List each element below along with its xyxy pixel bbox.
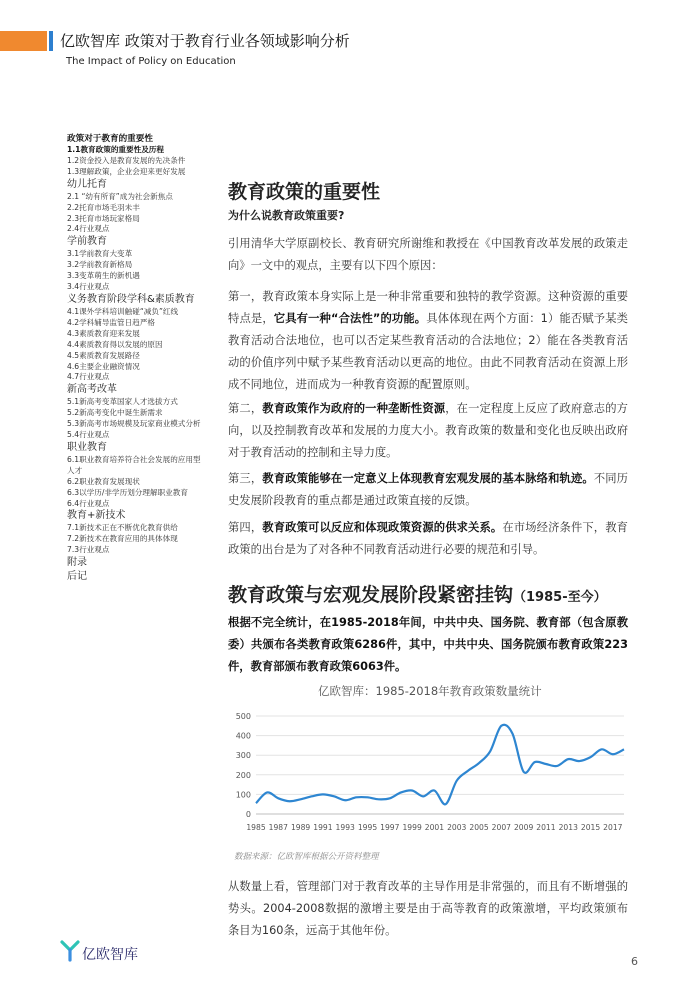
toc-item[interactable]: 2.4行业观点	[67, 224, 110, 234]
x-tick-label: 1997	[380, 823, 400, 832]
y-tick-label: 200	[235, 770, 251, 780]
section-heading-importance: 教育政策的重要性	[228, 181, 381, 203]
chart-source-note: 数据来源：亿欧智库根据公开资料整理	[234, 852, 379, 862]
toc-item[interactable]: 5.3新高考市场规模及玩家商业模式分析	[67, 419, 201, 429]
toc-item[interactable]: 1.2资金投入是教育发展的先决条件	[67, 155, 186, 165]
toc-item[interactable]: 6.4行业观点	[67, 498, 110, 508]
toc-item[interactable]: 政策对于教育的重要性	[67, 134, 153, 144]
toc-item[interactable]: 7.1新技术正在不断优化教育供给	[67, 523, 178, 533]
toc-item[interactable]: 4.1课外学科培训触碰“减负”红线	[67, 306, 179, 316]
toc-chapter[interactable]: 后记	[67, 571, 87, 583]
table-of-contents	[67, 133, 205, 584]
x-tick-label: 2011	[536, 823, 556, 832]
conclusion-paragraph: 从数量上看，管理部门对于教育改革的主导作用是非常强的，而且有不断增强的势头。2004-2008数据的激增主要是由于高等教育的政策激增，平均政策颁布条目为160条，远高于其他年份。	[228, 880, 628, 937]
y-tick-label: 0	[245, 810, 251, 819]
toc-chapter[interactable]: 幼儿托育	[67, 178, 107, 190]
page-number: 6	[631, 955, 638, 968]
toc-item[interactable]: 6.2职业教育发展现状	[67, 476, 140, 486]
paragraph-third-reason: 第三，教育政策能够在一定意义上体现教育宏观发展的基本脉络和轨迹。不同历史发展阶段教育的重点都是通过政策直接的反馈。	[228, 472, 628, 507]
toc-item[interactable]: 1.1教育政策的重要性及历程	[67, 145, 164, 154]
toc-item[interactable]: 4.6主要企业融资情况	[67, 361, 140, 371]
toc-item[interactable]: 2.3托育市场玩家格局	[67, 213, 140, 223]
toc-item[interactable]: 1.3理解政策，企业会迎来更好发展	[67, 166, 186, 176]
toc-item[interactable]: 5.2新高考变化中诞生新需求	[67, 408, 163, 418]
x-tick-label: 1995	[357, 823, 378, 832]
toc-item[interactable]: 4.7行业观点	[67, 372, 110, 382]
section-heading-macro: 教育政策与宏观发展阶段紧密挂钩（1985-至今）	[228, 584, 607, 606]
toc-chapter[interactable]: 新高考改革	[67, 384, 117, 396]
policy-count-series-line	[256, 725, 624, 805]
x-tick-label: 2003	[447, 823, 467, 832]
toc-chapter[interactable]: 附录	[67, 557, 87, 569]
toc-item[interactable]: 7.3行业观点	[67, 545, 110, 555]
yiou-logo-icon	[60, 940, 80, 962]
paragraph-first-reason: 第一，教育政策本身实际上是一种非常重要和独特的教学资源。这种资源的重要特点是，它具有一种“合法性”的功能。具体体现在两个方面：1）能否赋予某类教育活动合法地位，也可以否定某些教育活动的合法地位；2）能在各类教育活动的价值序列中赋予某些教育活动以更高的地位。由此不同教育活动在资源上形成不同地位，进而成为一种教育资源的配置原则。	[228, 290, 628, 391]
y-tick-label: 100	[235, 790, 251, 800]
intro-paragraph: 引用清华大学原副校长、教育研究所谢维和教授在《中国教育改革发展的政策走向》一文中的观点，主要有以下四个原因：	[228, 237, 628, 272]
page-header-subtitle: The Impact of Policy on Education	[66, 56, 236, 67]
toc-item[interactable]: 3.4行业观点	[67, 282, 110, 292]
toc-item[interactable]: 7.2新技术在教育应用的具体体现	[67, 534, 178, 544]
policy-count-line-chart	[228, 700, 628, 845]
section-question: 为什么说教育政策重要?	[228, 209, 345, 222]
statistics-paragraph: 根据不完全统计，在1985-2018年间，中共中央、国务院、教育部（包含原教委）共颁布各类教育政策6286件，其中，中共中央、国务院颁布教育政策223件，教育部颁布教育政策6063件。	[228, 616, 628, 673]
x-tick-label: 2015	[580, 823, 601, 832]
toc-item[interactable]: 2.1 “幼有所育”成为社会新焦点	[67, 191, 173, 201]
x-tick-label: 2005	[469, 823, 489, 832]
toc-item[interactable]: 4.5素质教育发展路径	[67, 350, 140, 360]
toc-item[interactable]: 6.1职业教育培养符合社会发展的应用型人才	[67, 454, 201, 475]
toc-item[interactable]: 4.3素质教育迎来发展	[67, 328, 140, 338]
x-tick-label: 1985	[246, 823, 266, 832]
x-tick-label: 1999	[402, 823, 422, 832]
x-tick-label: 1993	[335, 823, 355, 832]
x-tick-label: 1989	[290, 823, 311, 832]
toc-item[interactable]: 6.3以学历/非学历划分理解职业教育	[67, 487, 188, 497]
toc-chapter[interactable]: 职业教育	[67, 441, 107, 453]
toc-item[interactable]: 3.2学前教育新格局	[67, 260, 133, 270]
footer-logo-text: 亿欧智库	[82, 947, 138, 963]
x-tick-label: 1991	[313, 823, 333, 832]
x-tick-label: 2017	[603, 823, 623, 832]
x-tick-label: 2013	[558, 823, 578, 832]
y-tick-label: 500	[235, 712, 251, 721]
toc-item[interactable]: 3.1学前教育大变革	[67, 249, 133, 259]
toc-chapter[interactable]: 教育+新技术	[67, 510, 126, 522]
toc-chapter[interactable]: 学前教育	[67, 236, 107, 248]
y-tick-label: 300	[235, 751, 251, 761]
page-header-title: 亿欧智库 政策对于教育行业各领域影响分析	[60, 32, 350, 50]
header-blue-bar	[49, 31, 53, 51]
x-tick-label: 2001	[424, 823, 445, 832]
x-tick-label: 1987	[268, 823, 288, 832]
toc-item[interactable]: 3.3变革萌生的新机遇	[67, 271, 140, 281]
header-accent-bar	[0, 31, 47, 51]
paragraph-fourth-reason: 第四，教育政策可以反应和体现政策资源的供求关系。在市场经济条件下，教育政策的出台是为了对各种不同教育活动进行必要的规范和引导。	[228, 521, 628, 556]
toc-item[interactable]: 2.2托育市场毛羽未丰	[67, 202, 140, 212]
x-tick-label: 2007	[491, 823, 511, 832]
y-tick-label: 400	[235, 731, 251, 741]
paragraph-second-reason: 第二，教育政策作为政府的一种垄断性资源，在一定程度上反应了政府意志的方向，以及控制教育改革和发展的力度大小。教育政策的数量和变化也反映出政府对于教育活动的控制和主导力度。	[228, 402, 628, 459]
chart-title: 亿欧智库：1985-2018年教育政策数量统计	[318, 684, 542, 698]
toc-item[interactable]: 4.4素质教育得以发展的原因	[67, 339, 163, 349]
x-tick-label: 2009	[513, 823, 534, 832]
toc-chapter[interactable]: 义务教育阶段学科&素质教育	[67, 293, 195, 305]
toc-item[interactable]: 5.4行业观点	[67, 430, 110, 440]
toc-item[interactable]: 4.2学科辅导监管日趋严格	[67, 317, 156, 327]
toc-item[interactable]: 5.1新高考变革国家人才选拔方式	[67, 397, 178, 407]
